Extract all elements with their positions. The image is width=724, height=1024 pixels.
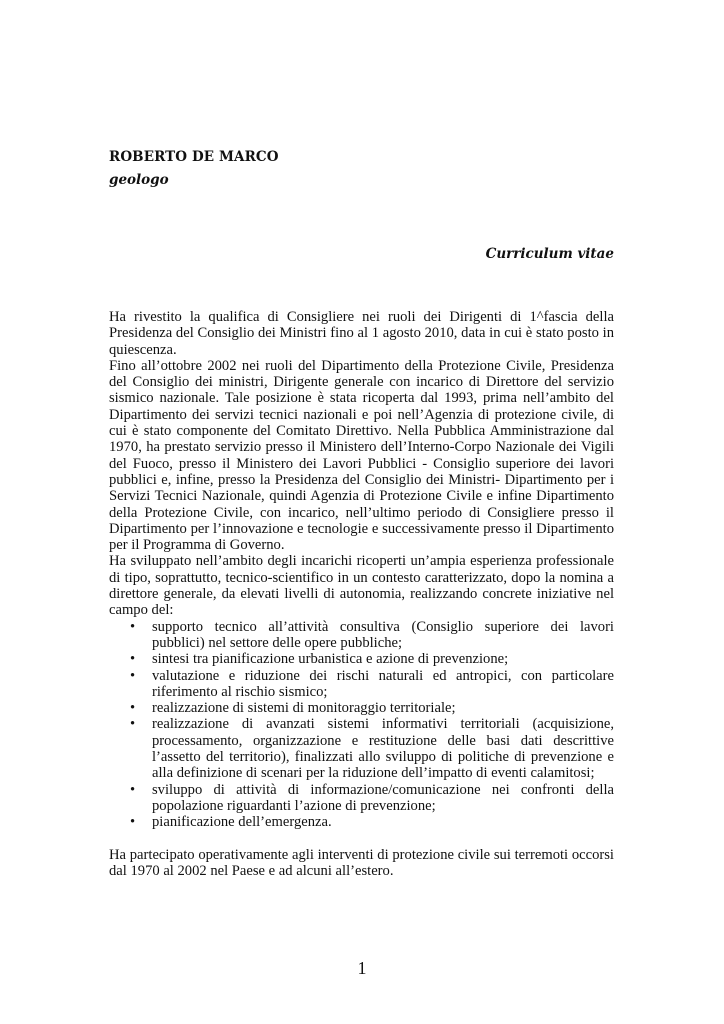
document-body (109, 309, 614, 879)
bullet-icon: • (130, 667, 136, 684)
list-item (109, 700, 614, 716)
list-item (109, 668, 614, 701)
bullet-icon: • (130, 618, 136, 635)
list-item-text: supporto tecnico all’attività consultiva (Consiglio superiore dei lavori pubblici) nel settore delle opere pubbliche; (152, 618, 614, 651)
list-item-text: valutazione e riduzione dei rischi naturali ed antropici, con particolare riferimento al rischio sismico; (152, 667, 614, 700)
list-item (109, 782, 614, 815)
document-title: Curriculum vitae (485, 246, 614, 262)
page-number: 1 (357, 958, 367, 978)
list-item-text: realizzazione di avanzati sistemi informativi territoriali (acquisizione, processamento, organizzazione e restituzione delle basi dati descrittive l’assetto del territorio), finalizzati allo sviluppo di politiche di prevenzione e alla definizione di scenari per la riduzione dell’impatto di eventi calamitosi; (152, 716, 614, 782)
list-item (109, 814, 614, 830)
paragraph-qualifica: Ha rivestito la qualifica di Consigliere nei ruoli dei Dirigenti di 1^fascia della Presidenza del Consiglio dei Ministri fino al 1 agosto 2010, data in cui è stato posto in quiescenza. (109, 309, 614, 358)
paragraph-esperienza: Ha sviluppato nell’ambito degli incarichi ricoperti un’ampia esperienza professionale di tipo, soprattutto, tecnico-scientifico in un contesto caratterizzato, dopo la nomina a direttore generale, da elevati livelli di autonomia, realizzando concrete iniziative nel campo del: (109, 553, 614, 619)
list-item (109, 619, 614, 652)
author-profession: geologo (109, 172, 169, 188)
list-item-text: pianificazione dell’emergenza. (152, 814, 332, 831)
bullet-icon: • (130, 700, 136, 717)
list-item-text: realizzazione di sistemi di monitoraggio territoriale; (152, 700, 456, 717)
paragraph-carriera: Fino all’ottobre 2002 nei ruoli del Dipartimento della Protezione Civile, Presidenza del Consiglio dei ministri, Dirigente generale con incarico di Direttore del servizio sismico nazionale. Tale posizione è stata ricoperta dal 1993, prima nell’ambito del Dipartimento dei servizi tecnici nazionali e poi nell’Agenzia di protezione civile, di cui è stato componente del Comitato Direttivo. Nella Pubblica Amministrazione dal 1970, ha prestato servizio presso il Ministero dell’Interno-Corpo Nazionale dei Vigili del Fuoco, presso il Ministero dei Lavori Pubblici - Consiglio superiore dei lavori pubblici e, infine, presso la Presidenza del Consiglio dei Ministri- Dipartimento per i Servizi Tecnici Nazionale, quindi Agenzia di Protezione Civile e infine Dipartimento della Protezione Civile, con incarico, nell’ultimo periodo di Consigliere presso il Dipartimento per l’innovazione e tecnologie e successivamente presso il Dipartimento per il Programma di Governo. (109, 357, 614, 554)
bullet-icon: • (130, 814, 136, 831)
initiatives-list (109, 619, 614, 831)
bullet-icon: • (130, 716, 136, 733)
paragraph-interventi: Ha partecipato operativamente agli interventi di protezione civile sui terremoti occorsi dal 1970 al 2002 nel Paese e ad alcuni all’estero. (109, 846, 614, 879)
bullet-icon: • (130, 781, 136, 798)
list-item-text: sviluppo di attività di informazione/comunicazione nei confronti della popolazione riguardanti l’azione di prevenzione; (152, 781, 614, 814)
list-item (109, 651, 614, 667)
bullet-icon: • (130, 651, 136, 668)
list-item-text: sintesi tra pianificazione urbanistica e azione di prevenzione; (152, 651, 509, 668)
author-name: ROBERTO DE MARCO (109, 149, 279, 165)
list-item (109, 716, 614, 781)
